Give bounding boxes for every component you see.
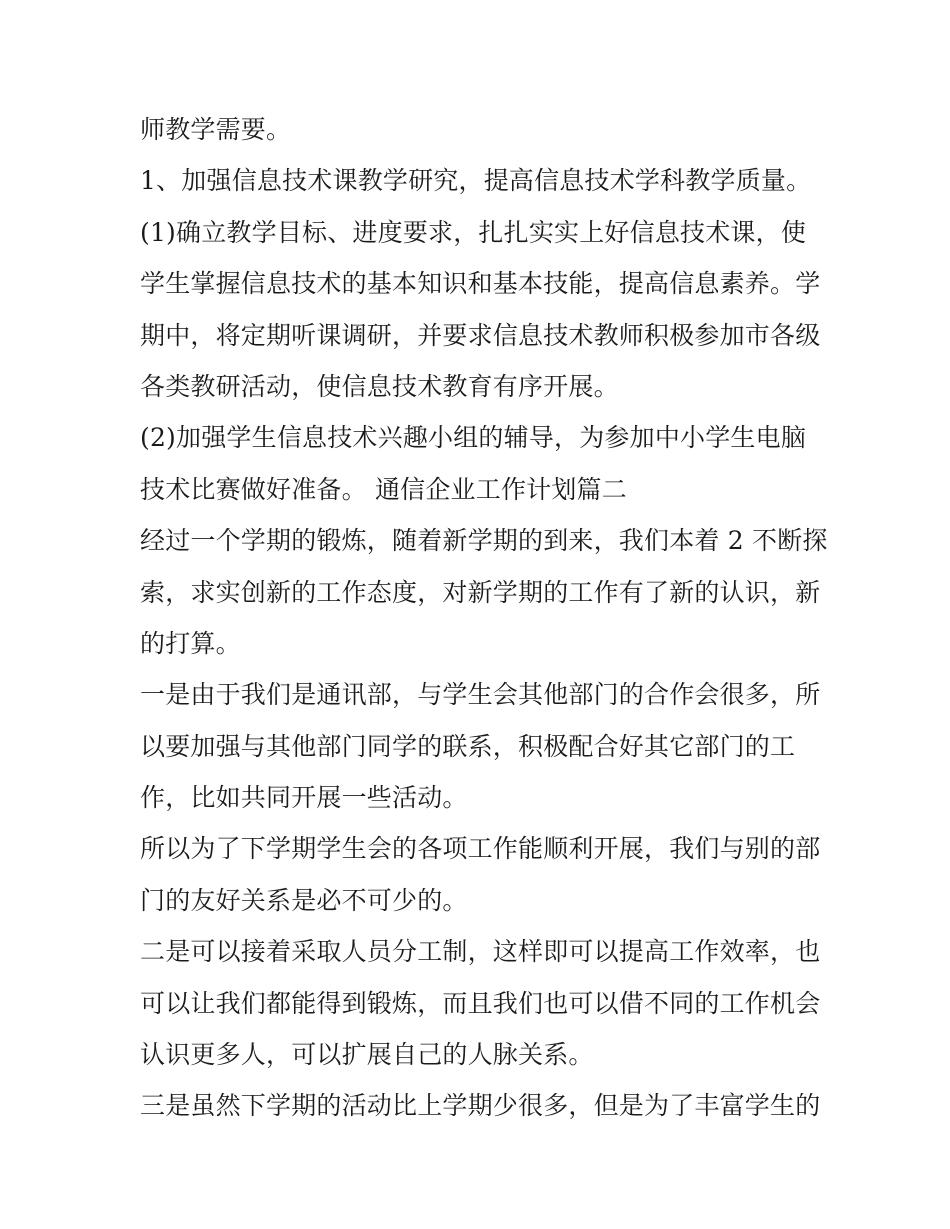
text-line: 认识更多人，可以扩展自己的人脉关系。 xyxy=(140,1040,594,1070)
text-line: 各类教研活动，使信息技术教育有序开展。 xyxy=(140,371,619,401)
text-line: 所以为了下学期学生会的各项工作能顺利开展，我们与别的部 xyxy=(140,834,821,864)
text-line: 一是由于我们是通讯部，与学生会其他部门的合作会很多，所 xyxy=(140,680,821,710)
text-line: 以要加强与其他部门同学的联系，积极配合好其它部门的工 xyxy=(140,731,796,761)
text-line: 可以让我们都能得到锻炼，而且我们也可以借不同的工作机会 xyxy=(140,988,821,1018)
text-line: 索，求实创新的工作态度，对新学期的工作有了新的认识，新 xyxy=(140,577,821,607)
text-line: 1、加强信息技术课教学研究，提高信息技术学科教学质量。 xyxy=(140,166,812,196)
text-line: 作，比如共同开展一些活动。 xyxy=(140,783,468,813)
text-line: 二是可以接着采取人员分工制，这样即可以提高工作效率，也 xyxy=(140,937,821,967)
text-line: 经过一个学期的锻炼，随着新学期的到来，我们本着 2 不断探 xyxy=(140,526,828,556)
text-line: 期中，将定期听课调研，并要求信息技术教师积极参加市各级 xyxy=(140,320,821,350)
text-line: 门的友好关系是必不可少的。 xyxy=(140,885,468,915)
document-body xyxy=(140,104,828,1132)
text-line: 三是虽然下学期的活动比上学期少很多，但是为了丰富学生的 xyxy=(140,1091,821,1121)
text-line: 的打算。 xyxy=(140,628,241,658)
text-line: 学生掌握信息技术的基本知识和基本技能，提高信息素养。学 xyxy=(140,269,821,299)
text-line: (2)加强学生信息技术兴趣小组的辅导，为参加中小学生电脑 xyxy=(140,423,807,453)
text-line: 技术比赛做好准备。 通信企业工作计划篇二 xyxy=(140,474,627,504)
text-line: (1)确立教学目标、进度要求，扎扎实实上好信息技术课，使 xyxy=(140,217,807,247)
text-line: 师教学需要。 xyxy=(140,115,292,144)
